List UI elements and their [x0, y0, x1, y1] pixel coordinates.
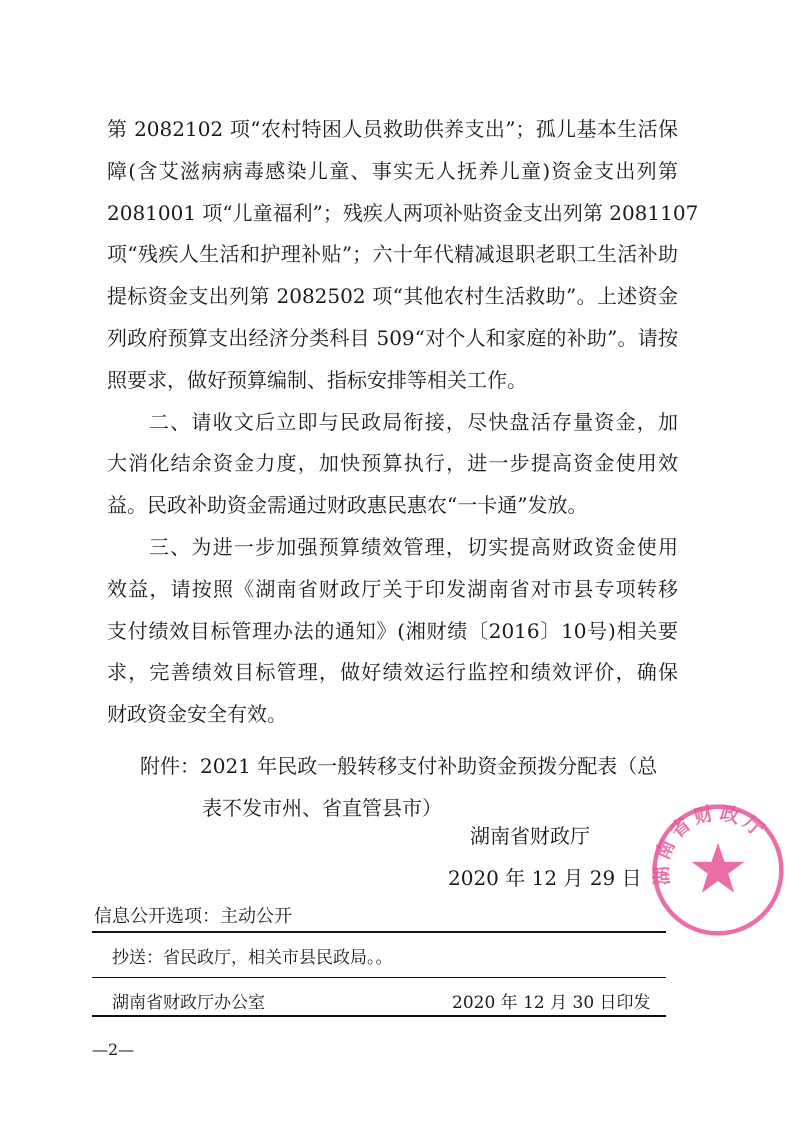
signature-date: 2020 年 12 月 29 日	[448, 866, 642, 890]
attachment-note	[140, 745, 680, 829]
official-seal	[648, 800, 788, 940]
signature-org: 湖南省财政厅	[470, 824, 590, 848]
divider	[92, 931, 666, 933]
issuing-office: 湖南省财政厅办公室	[112, 993, 265, 1013]
star-icon	[691, 843, 744, 893]
attachment-line-1: 附件：2021 年民政一般转移支付补助资金预拨分配表（总	[140, 754, 658, 778]
body-line: 照要求，做好预算编制、指标安排等相关工作。	[107, 367, 527, 392]
divider	[92, 1015, 666, 1017]
body-line: 三、为进一步加强预算绩效管理，切实提高财政资金使用	[149, 534, 678, 559]
cc-list: 抄送：省民政厅，相关市县民政局。。	[112, 948, 393, 968]
body-line: 支付绩效目标管理办法的通知》(湘财绩〔2016〕10号)相关要	[107, 618, 678, 643]
print-date: 2020 年 12 月 30 日印发	[452, 993, 651, 1013]
body-line: 项“残疾人生活和护理补贴”；六十年代精减退职老职工生活补助	[107, 242, 678, 267]
body-line: 益。民政补助资金需通过财政惠民惠农“一卡通”发放。	[107, 493, 588, 518]
body-line: 二、请收文后立即与民政局衔接，尽快盘活存量资金，加	[149, 409, 678, 434]
body-line: 效益，请按照《湖南省财政厅关于印发湖南省对市县专项转移	[107, 576, 678, 601]
body-line: 障(含艾滋病病毒感染儿童、事实无人抚养儿童)资金支出列第	[107, 158, 678, 183]
body-line: 第 2082102 项“农村特困人员救助供养支出”；孤儿基本生活保	[107, 117, 678, 141]
body-line: 列政府预算支出经济分类科目 509“对个人和家庭的补助”。请按	[107, 325, 678, 350]
page-number: —2—	[92, 1040, 135, 1059]
seal-text: 湖南省财政厅	[649, 800, 772, 887]
divider	[92, 977, 666, 978]
body-line: 大消化结余资金力度，加快预算执行，进一步提高资金使用效	[107, 451, 678, 476]
document-body	[107, 109, 699, 736]
body-line: 求，完善绩效目标管理，做好绩效运行监控和绩效评价，确保	[107, 660, 678, 685]
body-line: 2081001 项“儿童福利”；残疾人两项补贴资金支出列第 2081107	[107, 200, 699, 225]
attachment-line-2: 表不发市州、省直管县市）	[202, 796, 442, 820]
body-line: 提标资金支出列第 2082502 项“其他农村生活救助”。上述资金	[107, 284, 678, 309]
disclosure-option: 信息公开选项：主动公开	[94, 906, 292, 927]
body-line: 财政资金安全有效。	[107, 702, 287, 727]
